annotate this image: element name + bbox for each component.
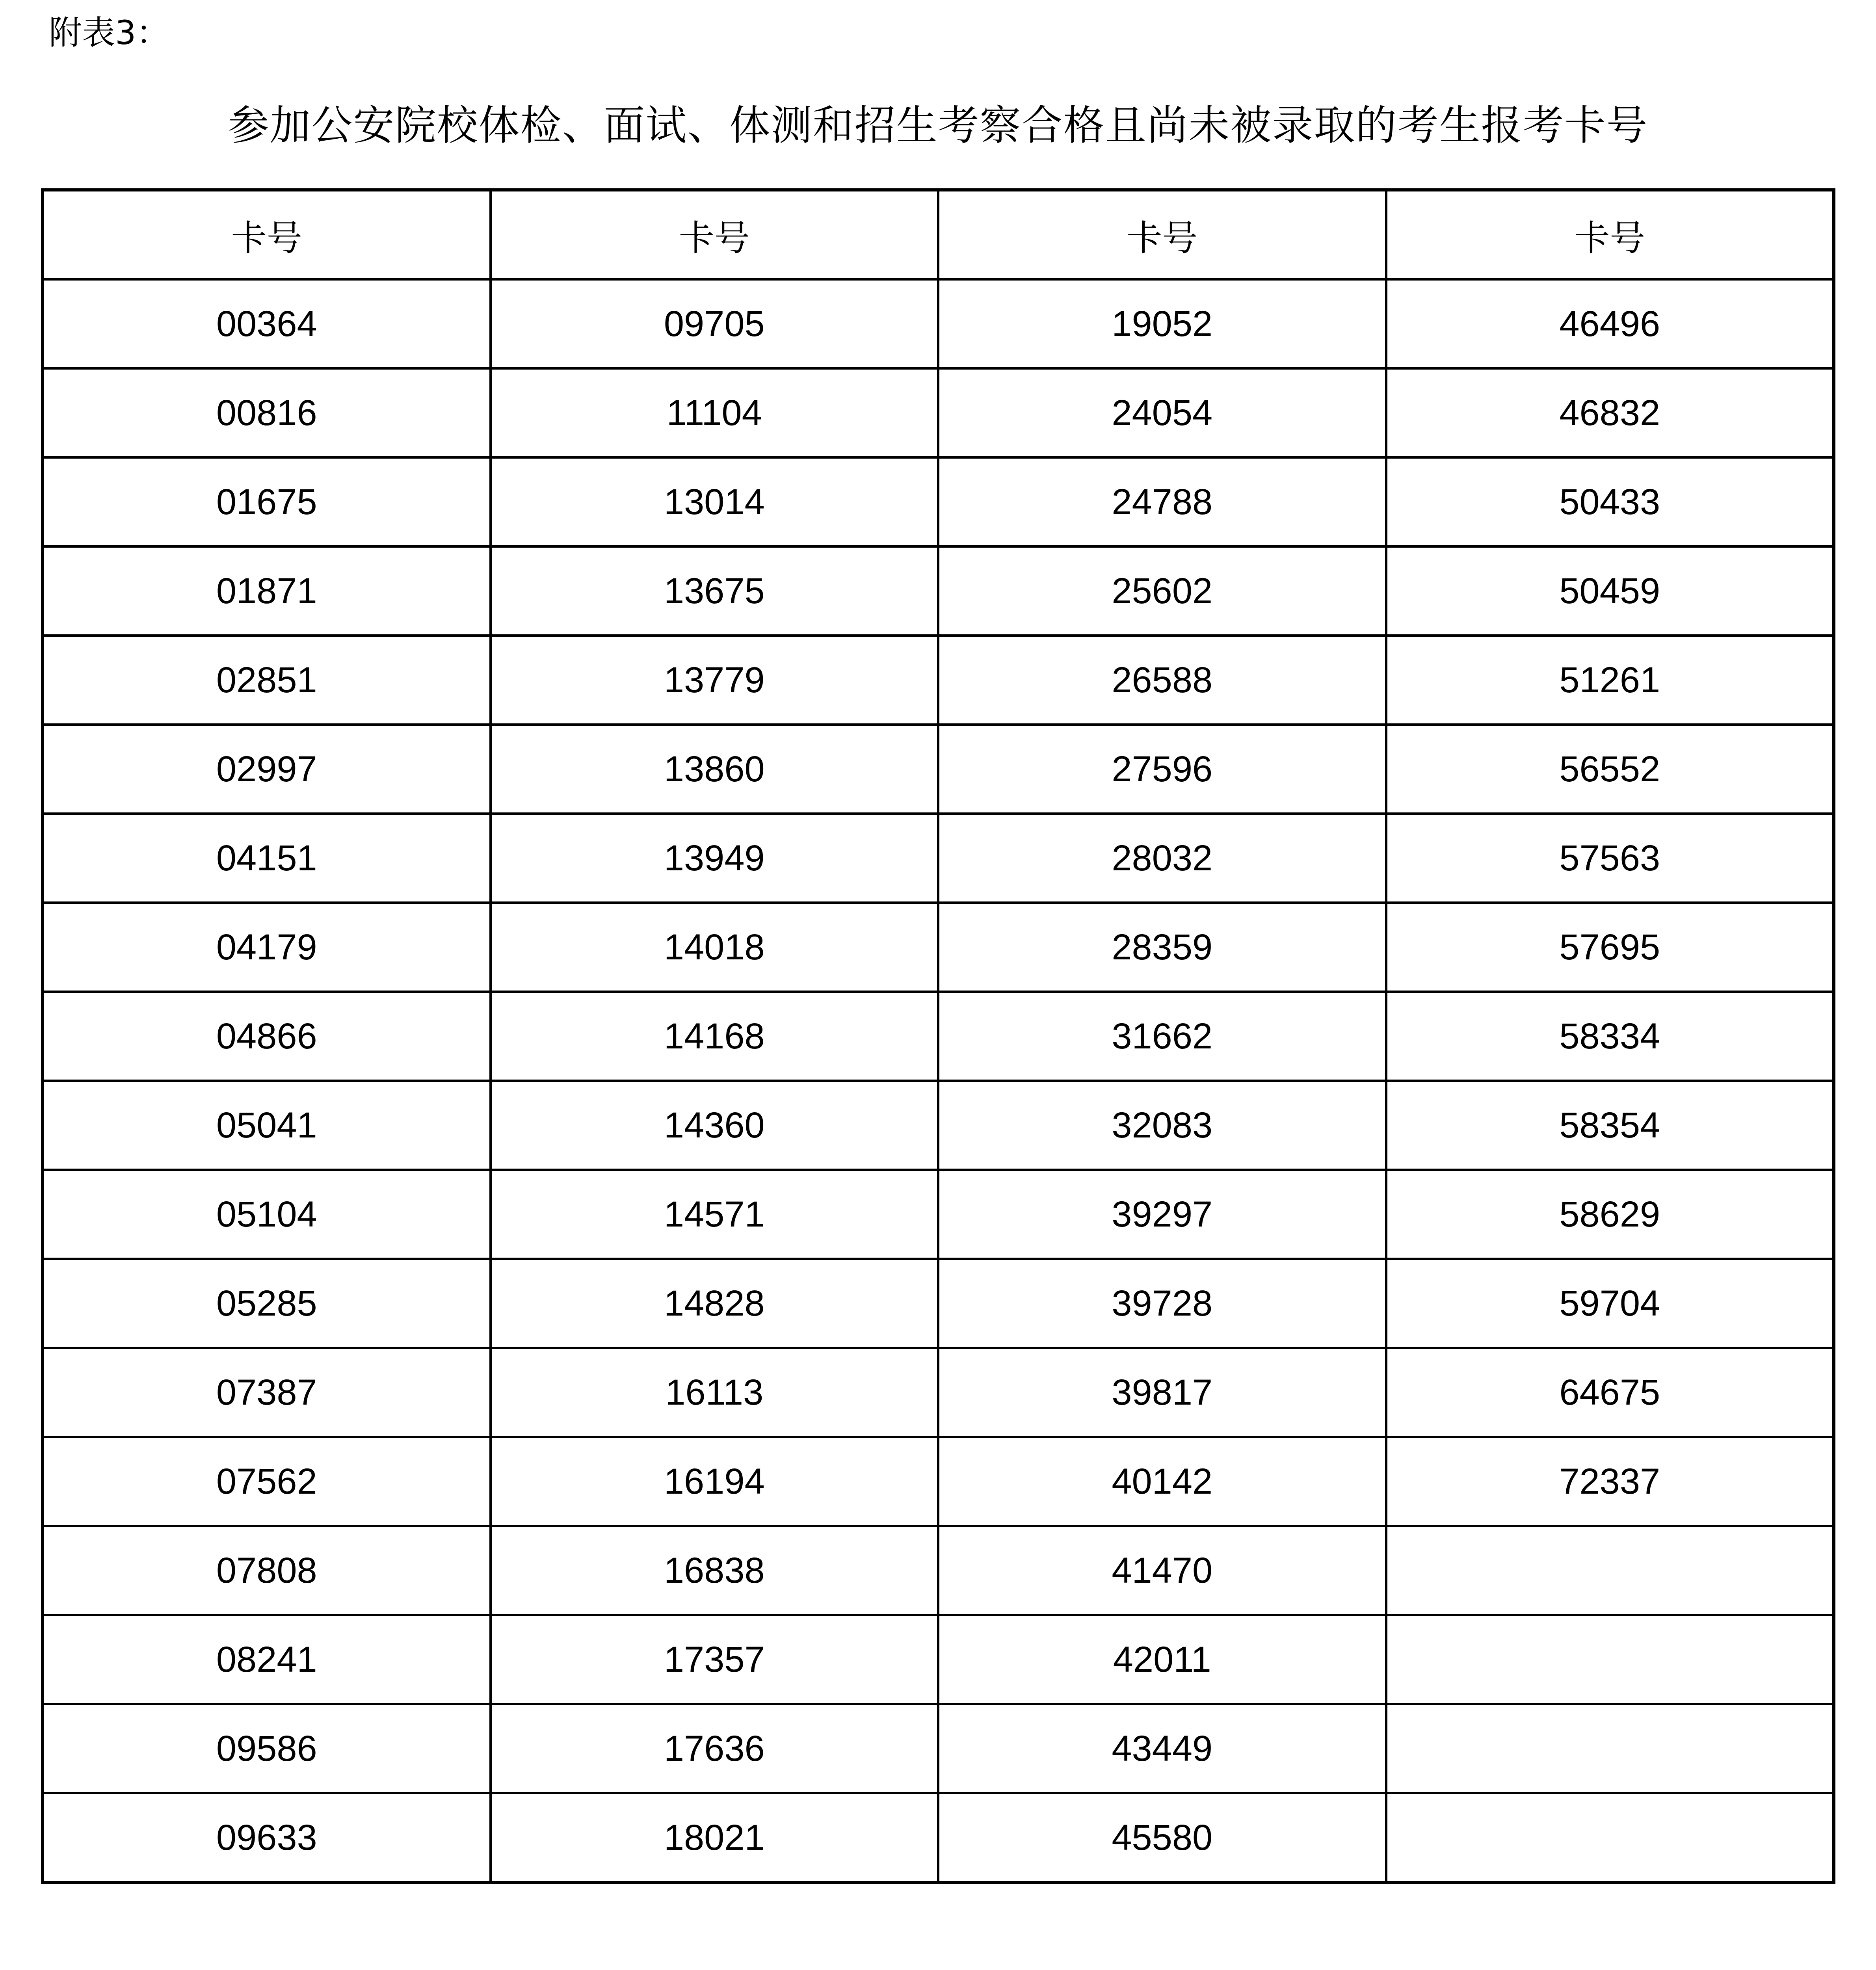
card-number-cell: 19052	[938, 279, 1386, 368]
card-number-cell	[1386, 1793, 1834, 1883]
card-number-cell	[1386, 1526, 1834, 1615]
card-number-cell: 13779	[491, 636, 939, 725]
card-number-cell: 46832	[1386, 368, 1834, 457]
card-number-cell: 07387	[43, 1348, 491, 1437]
table-row	[43, 368, 1834, 457]
document-title: 参加公安院校体检、面试、体测和招生考察合格且尚未被录取的考生报考卡号	[228, 101, 1648, 149]
card-number-cell: 51261	[1386, 636, 1834, 725]
card-number-cell: 50433	[1386, 457, 1834, 546]
table-row	[43, 992, 1834, 1081]
card-number-cell: 16194	[491, 1437, 939, 1526]
table-row	[43, 1170, 1834, 1259]
card-number-cell: 31662	[938, 992, 1386, 1081]
card-number-cell: 32083	[938, 1081, 1386, 1170]
card-number-cell: 39297	[938, 1170, 1386, 1259]
appendix-label: 附表3：	[49, 13, 169, 52]
card-number-cell: 13675	[491, 546, 939, 636]
card-number-cell: 14018	[491, 903, 939, 992]
card-number-cell: 04151	[43, 814, 491, 903]
table-header-row	[43, 190, 1834, 279]
card-number-cell: 58354	[1386, 1081, 1834, 1170]
card-number-cell: 57563	[1386, 814, 1834, 903]
card-number-cell: 46496	[1386, 279, 1834, 368]
card-number-cell: 24054	[938, 368, 1386, 457]
table-row	[43, 457, 1834, 546]
card-number-cell: 01675	[43, 457, 491, 546]
card-number-cell: 56552	[1386, 725, 1834, 814]
card-number-cell: 28032	[938, 814, 1386, 903]
column-header: 卡号	[1386, 190, 1834, 279]
table-row	[43, 1348, 1834, 1437]
card-number-cell: 42011	[938, 1615, 1386, 1704]
card-number-cell: 39728	[938, 1259, 1386, 1348]
card-number-cell: 07562	[43, 1437, 491, 1526]
table-row	[43, 1526, 1834, 1615]
card-number-cell: 72337	[1386, 1437, 1834, 1526]
table-row	[43, 814, 1834, 903]
table-row	[43, 1793, 1834, 1883]
card-number-cell: 14168	[491, 992, 939, 1081]
table-row	[43, 1615, 1834, 1704]
card-number-cell: 64675	[1386, 1348, 1834, 1437]
card-number-cell: 13860	[491, 725, 939, 814]
card-number-cell: 02851	[43, 636, 491, 725]
card-number-cell: 39817	[938, 1348, 1386, 1437]
card-number-cell: 13014	[491, 457, 939, 546]
card-number-cell: 09586	[43, 1704, 491, 1793]
column-header: 卡号	[491, 190, 939, 279]
card-number-cell: 05285	[43, 1259, 491, 1348]
card-number-cell: 27596	[938, 725, 1386, 814]
card-number-cell: 08241	[43, 1615, 491, 1704]
card-number-cell: 05041	[43, 1081, 491, 1170]
card-number-cell: 09633	[43, 1793, 491, 1883]
table-row	[43, 546, 1834, 636]
card-number-cell: 45580	[938, 1793, 1386, 1883]
card-number-cell: 11104	[491, 368, 939, 457]
column-header: 卡号	[43, 190, 491, 279]
table-row	[43, 1259, 1834, 1348]
card-number-cell: 14828	[491, 1259, 939, 1348]
table-row	[43, 636, 1834, 725]
card-number-cell: 58629	[1386, 1170, 1834, 1259]
table-row	[43, 1704, 1834, 1793]
card-number-cell: 59704	[1386, 1259, 1834, 1348]
card-number-cell: 01871	[43, 546, 491, 636]
card-number-cell: 24788	[938, 457, 1386, 546]
card-number-cell: 40142	[938, 1437, 1386, 1526]
table-row	[43, 1437, 1834, 1526]
card-number-cell: 00816	[43, 368, 491, 457]
card-number-cell: 09705	[491, 279, 939, 368]
card-number-cell: 14571	[491, 1170, 939, 1259]
card-number-cell: 57695	[1386, 903, 1834, 992]
table-row	[43, 903, 1834, 992]
card-number-cell: 14360	[491, 1081, 939, 1170]
table-row	[43, 279, 1834, 368]
table-row	[43, 1081, 1834, 1170]
card-number-table	[41, 188, 1835, 1884]
card-number-cell: 04179	[43, 903, 491, 992]
card-number-cell: 17357	[491, 1615, 939, 1704]
column-header: 卡号	[938, 190, 1386, 279]
card-number-cell: 16113	[491, 1348, 939, 1437]
table-row	[43, 725, 1834, 814]
card-number-cell	[1386, 1704, 1834, 1793]
card-number-cell: 16838	[491, 1526, 939, 1615]
card-number-cell: 07808	[43, 1526, 491, 1615]
card-number-cell: 02997	[43, 725, 491, 814]
card-number-cell: 43449	[938, 1704, 1386, 1793]
card-number-cell: 04866	[43, 992, 491, 1081]
table-body	[43, 279, 1834, 1883]
card-number-cell: 50459	[1386, 546, 1834, 636]
card-number-cell: 17636	[491, 1704, 939, 1793]
card-number-cell	[1386, 1615, 1834, 1704]
card-number-cell: 13949	[491, 814, 939, 903]
card-number-cell: 18021	[491, 1793, 939, 1883]
card-number-cell: 41470	[938, 1526, 1386, 1615]
card-number-cell: 28359	[938, 903, 1386, 992]
card-number-cell: 00364	[43, 279, 491, 368]
card-number-cell: 25602	[938, 546, 1386, 636]
card-number-cell: 05104	[43, 1170, 491, 1259]
card-number-cell: 58334	[1386, 992, 1834, 1081]
card-number-cell: 26588	[938, 636, 1386, 725]
